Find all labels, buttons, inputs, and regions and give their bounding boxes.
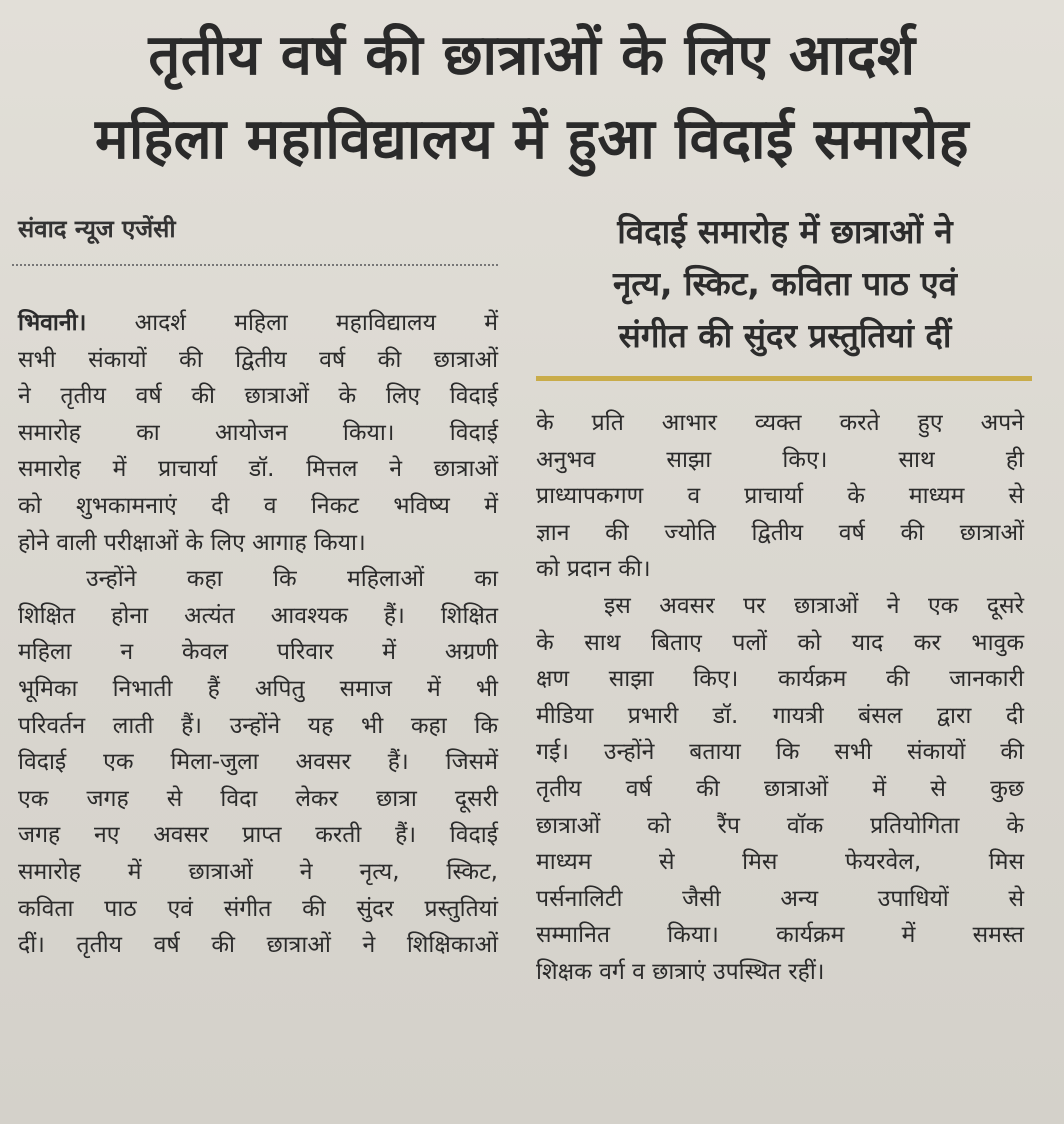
article-column-right (536, 405, 1024, 991)
text-line: परिवर्तन लाती हैं। उन्होंने यह भी कहा कि (18, 712, 498, 739)
text-line: विदाई एक मिला-जुला अवसर हैं। जिसमें (18, 749, 498, 776)
text-line: समारोह का आयोजन किया। विदाई (18, 419, 498, 446)
text-line: कविता पाठ एवं संगीत की सुंदर प्रस्तुतियां (18, 895, 498, 922)
text-line: के साथ बिताए पलों को याद कर भावुक (536, 629, 1024, 656)
byline: संवाद न्यूज एजेंसी (18, 215, 176, 243)
text-line: क्षण साझा किए। कार्यक्रम की जानकारी (536, 666, 1024, 693)
text-line: समारोह में छात्राओं ने नृत्य, स्किट, (18, 858, 498, 885)
text-line: अनुभव साझा किए। साथ ही (536, 446, 1024, 473)
text-line-fragment: आदर्श महिला महाविद्यालय में (86, 310, 498, 336)
text-line: सभी संकायों की द्वितीय वर्ष की छात्राओं (18, 346, 498, 373)
headline (0, 14, 1064, 182)
dateline: भिवानी। (18, 310, 87, 336)
text-line: एक जगह से विदा लेकर छात्रा दूसरी (18, 785, 498, 812)
text-line: तृतीय वर्ष की छात्राओं में से कुछ (536, 775, 1024, 802)
subheadline-line-2: नृत्य, स्किट, कविता पाठ एवं (612, 264, 958, 303)
article-column-left (18, 305, 498, 964)
subheadline-line-1: विदाई समारोह में छात्राओं ने (617, 212, 953, 251)
text-line: होने वाली परीक्षाओं के लिए आगाह किया। (18, 529, 366, 556)
text-line: इस अवसर पर छात्राओं ने एक दूसरे (604, 592, 1024, 619)
headline-line-1: तृतीय वर्ष की छात्राओं के लिए आदर्श (148, 23, 916, 88)
text-line: को शुभकामनाएं दी व निकट भविष्य में (18, 492, 498, 519)
text-line: प्राध्यापकगण व प्राचार्या के माध्यम से (536, 483, 1024, 510)
text-line: माध्यम से मिस फेयरवेल, मिस (536, 849, 1024, 876)
subheadline-line-3: संगीत की सुंदर प्रस्तुतियां दीं (618, 316, 952, 355)
text-line: ने तृतीय वर्ष की छात्राओं के लिए विदाई (18, 383, 498, 410)
text-line: गई। उन्होंने बताया कि सभी संकायों की (536, 739, 1024, 766)
text-line: पर्सनालिटी जैसी अन्य उपाधियों से (536, 885, 1024, 912)
text-line: उन्होंने कहा कि महिलाओं का (86, 566, 498, 593)
text-line: के प्रति आभार व्यक्त करते हुए अपने (536, 410, 1024, 436)
subheadline-rule (536, 376, 1032, 381)
text-line: महिला न केवल परिवार में अग्रणी (18, 639, 498, 666)
text-line: जगह नए अवसर प्राप्त करती हैं। विदाई (18, 822, 498, 849)
subheadline (530, 206, 1040, 362)
text-line: को प्रदान की। (536, 556, 651, 583)
text-line: छात्राओं को रैंप वॉक प्रतियोगिता के (536, 812, 1024, 839)
byline-divider (12, 264, 498, 266)
text-line (18, 305, 498, 342)
text-line: शिक्षक वर्ग व छात्राएं उपस्थित रहीं। (536, 958, 825, 985)
text-line: शिक्षित होना अत्यंत आवश्यक हैं। शिक्षित (18, 602, 498, 629)
text-line: मीडिया प्रभारी डॉ. गायत्री बंसल द्वारा दी (536, 702, 1024, 729)
text-line: सम्मानित किया। कार्यक्रम में समस्त (536, 922, 1024, 949)
headline-line-2: महिला महाविद्यालय में हुआ विदाई समारोह (94, 107, 970, 172)
text-line: भूमिका निभाती हैं अपितु समाज में भी (18, 675, 498, 702)
text-line: ज्ञान की ज्योति द्वितीय वर्ष की छात्राओं (536, 519, 1024, 546)
text-line: समारोह में प्राचार्या डॉ. मित्तल ने छात्राओं (18, 456, 498, 483)
text-line: दीं। तृतीय वर्ष की छात्राओं ने शिक्षिकाओं (18, 932, 498, 959)
